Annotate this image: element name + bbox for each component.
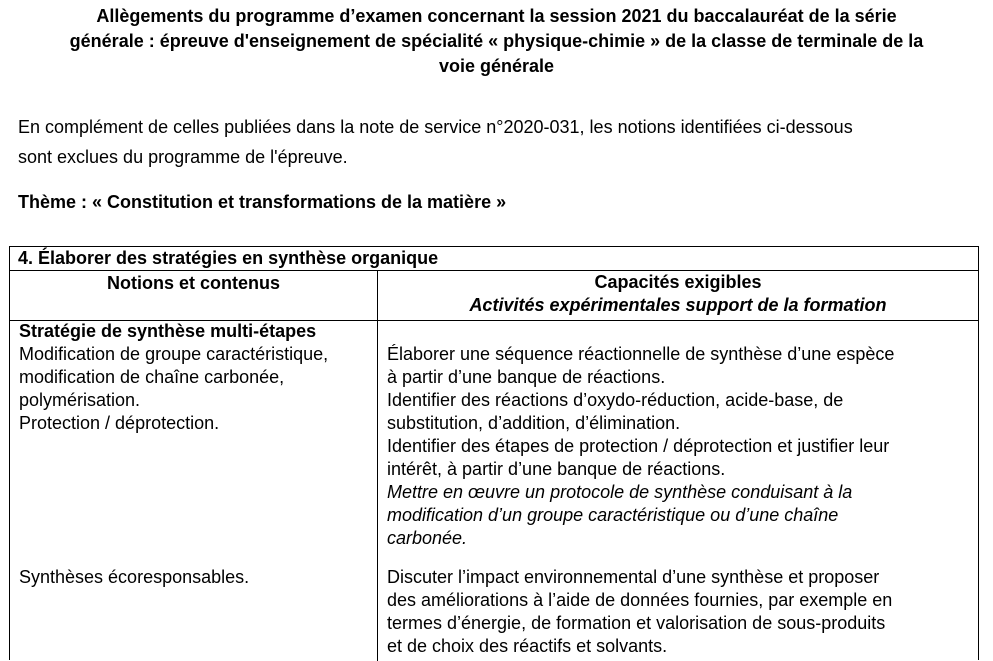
program-table [9,246,979,660]
row1-capacite-line: substitution, d’addition, d’élimination. [387,413,681,433]
intro-line: sont exclues du programme de l'épreuve. [18,147,348,167]
row1-capacite-line: Identifier des réactions d’oxydo-réduction, acide-base, de [387,390,844,410]
row1-notion-line: modification de chaîne carbonée, [19,367,285,387]
row2-capacite-line: des améliorations à l’aide de données fournies, par exemple en [387,590,893,610]
row1-capacite-line: intérêt, à partir d’une banque de réactions. [387,459,726,479]
row2-capacites-cell [387,566,975,658]
row2-notions-cell: Synthèses écoresponsables. [19,567,250,587]
row1-capacites-cell [387,343,975,550]
title-line: Allègements du programme d’examen concernant la session 2021 du baccalauréat de la série [96,6,897,26]
header-capacites [378,271,978,317]
title-line: générale : épreuve d'enseignement de spécialité « physique-chimie » de la classe de terminale de la [69,31,924,51]
intro-line: En complément de celles publiées dans la note de service n°2020-031, les notions identifiées ci-dessous [18,117,853,137]
theme-heading: Thème : « Constitution et transformations de la matière » [18,192,507,212]
section-title: 4. Élaborer des stratégies en synthèse organique [10,247,978,271]
row1-notions-cell [19,320,374,435]
row1-capacite-line: à partir d’une banque de réactions. [387,367,666,387]
header-capacites-title: Capacités exigibles [594,272,762,292]
header-notions: Notions et contenus [106,273,280,293]
row1-heading: Stratégie de synthèse multi-étapes [19,321,317,341]
row2-capacite-line: termes d’énergie, de formation et valorisation de sous-produits [387,613,886,633]
row2-capacite-line: Discuter l’impact environnemental d’une synthèse et proposer [387,567,880,587]
document-title [0,4,993,79]
intro-paragraph [18,112,978,172]
title-line: voie générale [438,56,555,76]
row1-activite-line: carbonée. [387,528,468,548]
column-divider [377,271,378,661]
row2-capacite-line: et de choix des réactifs et solvants. [387,636,668,656]
row1-notion-line: Protection / déprotection. [19,413,220,433]
header-activites-title: Activités expérimentales support de la formation [469,295,887,315]
row1-notion-line: polymérisation. [19,390,141,410]
row1-capacite-line: Élaborer une séquence réactionnelle de synthèse d’une espèce [387,344,895,364]
row1-capacite-line: Identifier des étapes de protection / déprotection et justifier leur [387,436,890,456]
row1-activite-line: modification d’un groupe caractéristique ou d’une chaîne [387,505,839,525]
row1-notion-line: Modification de groupe caractéristique, [19,344,329,364]
row1-activite-line: Mettre en œuvre un protocole de synthèse conduisant à la [387,482,853,502]
